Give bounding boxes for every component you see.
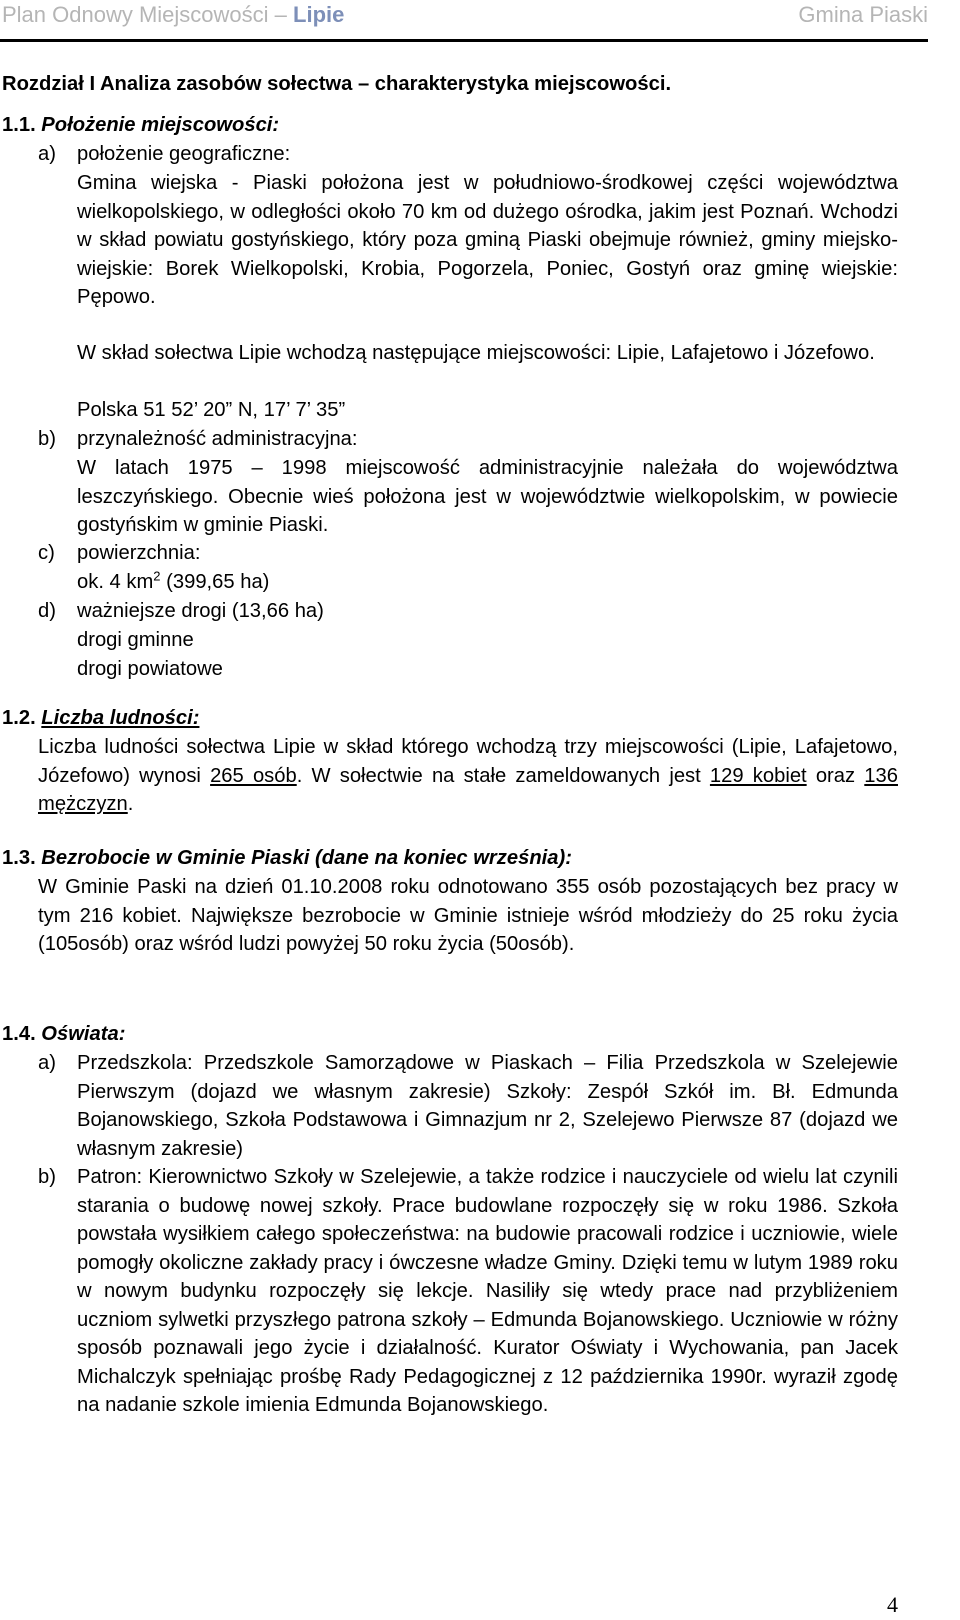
section-number: 1.4. bbox=[2, 1023, 36, 1045]
item-a-coordinates: Polska 51 52’ 20” N, 17’ 7’ 35” bbox=[77, 399, 346, 421]
header-place: Lipie bbox=[293, 2, 345, 27]
item-c-label: c) bbox=[38, 542, 55, 564]
education-item-a-label: a) bbox=[38, 1052, 56, 1074]
population-men: 136 mężczyzn bbox=[38, 764, 898, 815]
education-item-b-text: Patron: Kierownictwo Szkoły w Szelejewie, a także rodzice i nauczyciele od wielu lat czynili starania o budowę nowej szkoły. Prace budowlane rozpoczęły się w roku 1986. Szkoła powstała wysiłkiem całego społeczeństwa: na budowie pracowali rodzice i uczniowie, wiele pomogły okoliczne zakłady pracy i ówczesne władze Gminy. Dzięki temu w lutym 1989 roku w nowym budynku rozpoczęły się lekcje. Nasiliły się wtedy prace nad przybliżeniem uczniom sylwetki przyszłego patrona szkoły – Edmunda Bojanowskiego. Uczniowie w różny sposób poznawali jego życie i działalność. Kurator Oświaty i Wychowania, pan Jacek Michalczyk spełniając prośbę Rady Pedagogicznej z 12 października 1990r. wyraził zgodę na nadanie szkole imienia Edmunda Bojanowskiego. bbox=[77, 1166, 898, 1416]
section-number: 1.2. bbox=[2, 707, 36, 729]
section-1-3-heading bbox=[2, 844, 572, 873]
section-1-2-heading bbox=[2, 704, 199, 733]
item-b-label: b) bbox=[38, 428, 56, 450]
section-number: 1.1. bbox=[2, 114, 36, 136]
section-title: Bezrobocie w Gminie Piaski (dane na koniec września): bbox=[41, 847, 572, 869]
population-text-1: Liczba ludności sołectwa Lipie w skład którego wchodzą trzy miejscowości (Lipie, Lafajetowo, Józefowo) wynosi bbox=[38, 736, 898, 787]
header-title bbox=[2, 0, 344, 30]
population-text-4: . bbox=[127, 793, 134, 815]
education-item-a-text: Przedszkola: Przedszkole Samorządowe w Piaskach – Filia Przedszkola w Szelejewie Pierwszym (dojazd we własnym zakresie) Szkoły: Zespół Szkół im. Bł. Edmunda Bojanowskiego, Szkoła Podstawowa i Gimnazjum nr 2, Szelejewo Pierwsze 87 (dojazd we własnym zakresie) bbox=[77, 1052, 898, 1160]
item-d-title: ważniejsze drogi (13,66 ha) bbox=[77, 600, 324, 622]
item-a-paragraph-2: W skład sołectwa Lipie wchodzą następujące miejscowości: Lipie, Lafajetowo i Józefowo. bbox=[77, 342, 875, 364]
item-a-paragraph-1: Gmina wiejska - Piaski położona jest w południowo-środkowej części województwa wielkopolskiego, w odległości około 70 km od dużego ośrodka, jakim jest Poznań. Wchodzi w skład powiatu gostyńskiego, który poza gminą Piaski obejmuje również, gminy miejsko-wiejskie: Borek Wielkopolski, Krobia, Pogorzela, Poniec, Gostyń oraz gminę wiejskie: Pępowo. bbox=[77, 172, 898, 308]
item-b-paragraph: W latach 1975 – 1998 miejscowość administracyjnie należała do województwa leszczyńskiego. Obecnie wieś położona jest w województwie wielkopolskim, w powiecie gostyńskim w gminie Piaski. bbox=[77, 457, 898, 536]
population-total: 265 osób bbox=[210, 764, 297, 787]
area-value: ok. 4 km bbox=[77, 571, 154, 593]
header-title-prefix: Plan Odnowy Miejscowości – bbox=[2, 2, 294, 27]
section-title: Położenie miejscowości: bbox=[41, 114, 280, 136]
section-1-4-heading bbox=[2, 1020, 125, 1049]
area-hectares: (399,65 ha) bbox=[160, 571, 270, 593]
running-header bbox=[0, 0, 928, 42]
road-item-municipal: drogi gminne bbox=[77, 629, 194, 651]
page-number: 4 bbox=[887, 1592, 898, 1617]
item-c-value bbox=[77, 568, 898, 597]
item-b-title: przynależność administracyjna: bbox=[77, 428, 358, 450]
item-a-label: a) bbox=[38, 143, 56, 165]
population-text-3: oraz bbox=[806, 764, 865, 787]
population-text-2: . W sołectwie na stałe zameldowanych jest bbox=[296, 764, 710, 787]
item-d-label: d) bbox=[38, 600, 56, 622]
section-1-1-heading bbox=[2, 111, 279, 140]
chapter-heading: Rozdział I Analiza zasobów sołectwa – charakterystyka miejscowości. bbox=[2, 73, 672, 95]
item-a-title: położenie geograficzne: bbox=[77, 143, 291, 165]
education-item-b-label: b) bbox=[38, 1166, 56, 1188]
population-paragraph bbox=[38, 733, 898, 819]
road-item-district: drogi powiatowe bbox=[77, 658, 223, 680]
area-superscript: 2 bbox=[153, 568, 161, 584]
item-c-title: powierzchnia: bbox=[77, 542, 201, 564]
section-title: Liczba ludności: bbox=[41, 707, 200, 729]
section-number: 1.3. bbox=[2, 847, 36, 869]
unemployment-paragraph: W Gminie Paski na dzień 01.10.2008 roku odnotowano 355 osób pozostających bez pracy w tym 216 kobiet. Największe bezrobocie w Gminie istnieje wśród młodzieży do 25 roku życia (105osób) oraz wśród ludzi powyżej 50 roku życia (50osób). bbox=[38, 876, 898, 955]
population-women: 129 kobiet bbox=[709, 764, 807, 787]
header-municipality: Gmina Piaski bbox=[798, 2, 928, 27]
section-title: Oświata: bbox=[41, 1023, 126, 1045]
